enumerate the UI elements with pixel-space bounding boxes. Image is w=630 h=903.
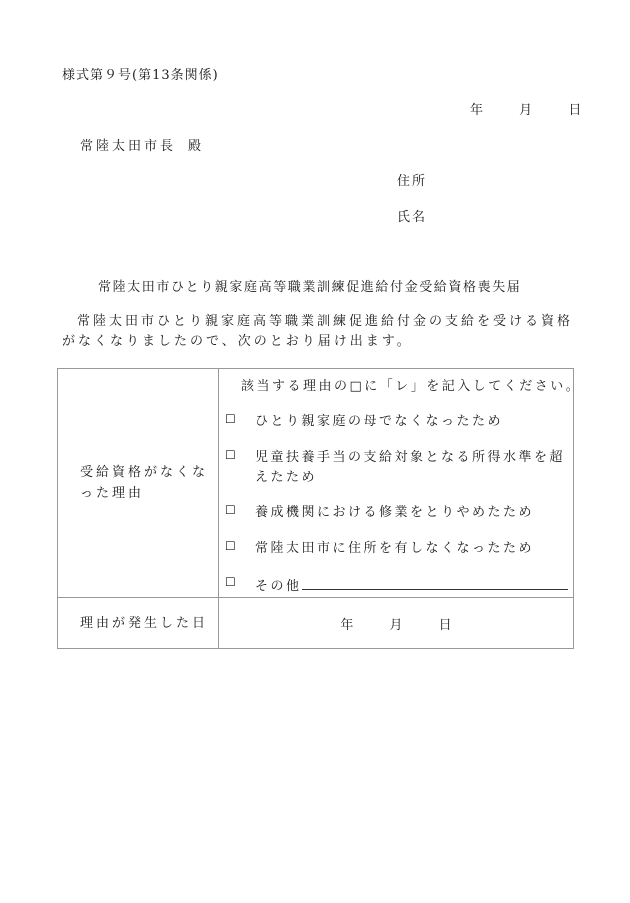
occurrence-date-field[interactable] — [219, 598, 574, 649]
instruction-text: 該当する理由の□に「レ」を記入してください。 — [241, 379, 582, 394]
reason-option-2[interactable] — [225, 448, 575, 488]
option-label: 養成機関における修業をとりやめたため — [255, 505, 535, 520]
date-month-label: 月 — [519, 103, 533, 118]
occurrence-month-label: 月 — [389, 617, 403, 633]
option-label: その他 — [255, 579, 302, 594]
option-label: ひとり親家庭の母でなくなったため — [255, 414, 504, 429]
reason-option-3[interactable] — [225, 503, 575, 523]
checkbox-icon[interactable]: ☐ — [225, 412, 239, 426]
option-label: 常陸太田市に住所を有しなくなったため — [255, 541, 535, 556]
reason-row — [58, 369, 574, 598]
reason-table — [57, 368, 582, 649]
date-day-label: 日 — [568, 103, 582, 118]
reason-option-1[interactable] — [225, 412, 575, 432]
reason-option-other[interactable] — [225, 575, 575, 597]
date-year-label: 年 — [470, 103, 484, 118]
addressee — [80, 135, 204, 154]
name-label: 氏名 — [397, 210, 428, 225]
address-label: 住所 — [397, 174, 428, 189]
form-number: 様式第９号(第13条関係) — [62, 68, 219, 83]
option-label: 児童扶養手当の支給対象となる所得水準を超えたため — [255, 450, 566, 485]
other-reason-field[interactable] — [302, 575, 568, 590]
occurrence-year-label: 年 — [340, 617, 354, 633]
checkbox-icon[interactable]: ☐ — [225, 503, 239, 517]
checkbox-icon[interactable]: ☐ — [225, 575, 239, 589]
reason-option-4[interactable] — [225, 539, 575, 559]
occurrence-day-label: 日 — [438, 617, 452, 633]
occurrence-date-label: 理由が発生した日 — [58, 598, 219, 649]
body-text-content: 常陸太田市ひとり親家庭高等職業訓練促進給付金の支給を受ける資格がなくなりましたので、次のとおり届け出ます。 — [62, 314, 574, 349]
document-title: 常陸太田市ひとり親家庭高等職業訓練促進給付金受給資格喪失届 — [98, 280, 522, 295]
date-row — [58, 598, 574, 649]
checkbox-icon[interactable]: ☐ — [225, 448, 239, 462]
reason-label: 受給資格がなくなった理由 — [58, 369, 219, 598]
body-text — [62, 312, 582, 352]
addressee-honorific: 殿 — [188, 139, 205, 154]
submission-date — [470, 99, 581, 118]
checkbox-icon[interactable]: ☐ — [225, 539, 239, 553]
reason-options-cell — [219, 369, 582, 598]
addressee-name: 常陸太田市長 — [80, 139, 177, 154]
